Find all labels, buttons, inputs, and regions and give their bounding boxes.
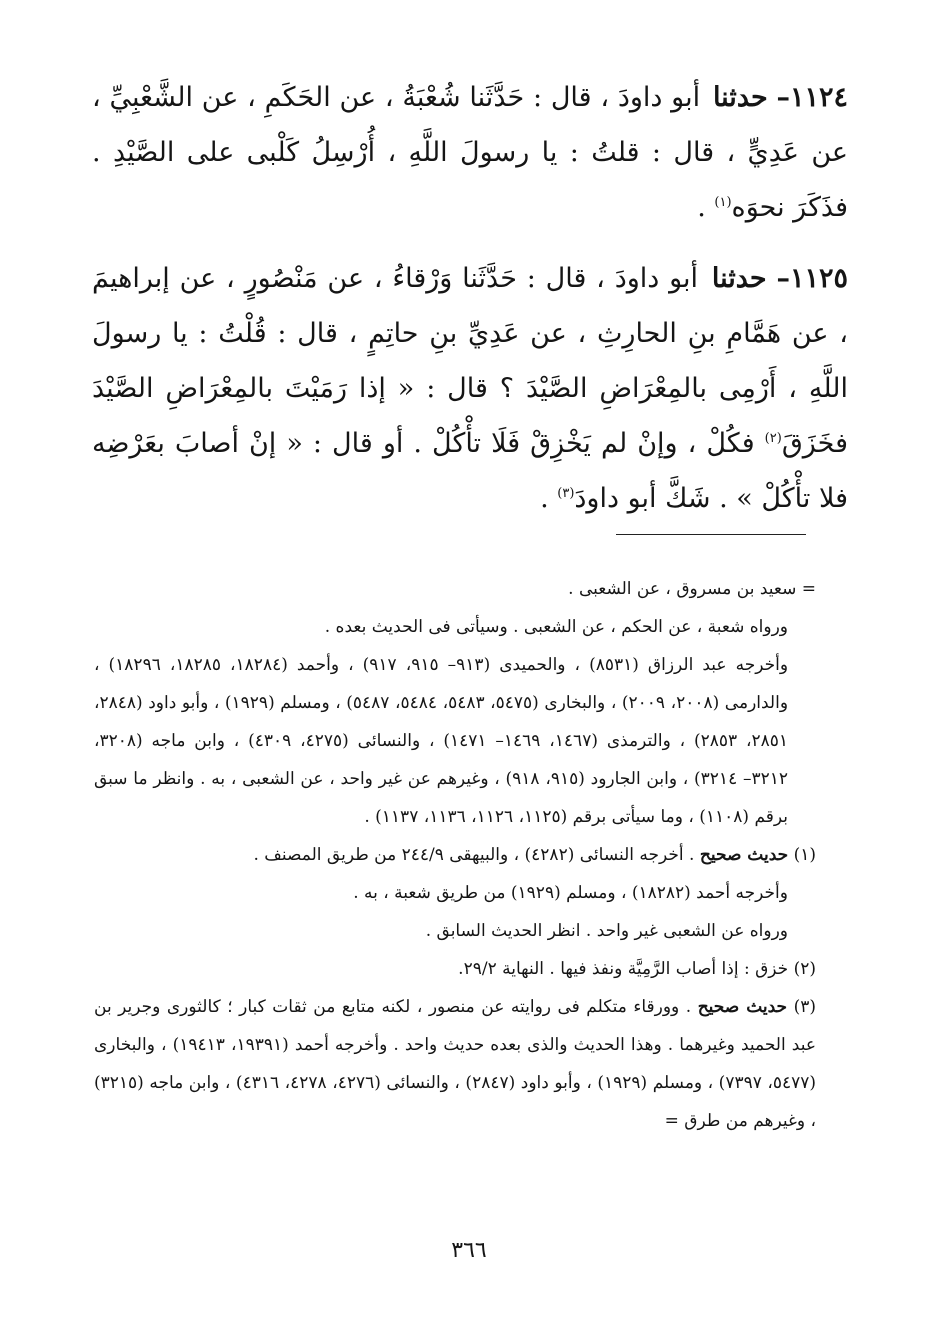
hadith-intro: حدثنا xyxy=(711,263,767,294)
footnote-text: . أخرجه النسائى (٤٢٨٢) ، والبيهقى ٢٤٤/٩ من طريق المصنف . xyxy=(253,845,695,865)
hadith-grade: حديث صحيح xyxy=(699,845,789,865)
footnote-line: ورواه عن الشعبى غير واحد . انظر الحديث السابق . xyxy=(425,921,788,941)
footnote-ref: (٢) xyxy=(764,431,782,446)
hadith-text: أبو داودَ ، قال : حَدَّثَنا شُعْبَةُ ، عن الحَكَمِ ، عن الشَّعْبِيِّ ، عن عَدِيٍّ ، قال : قلتُ : يا رسولَ اللَّهِ ، أُرْسِلُ كَلْبى على الصَّيْدِ . فذَكَرَ نحوَه xyxy=(92,82,848,223)
hadith-intro: حدثنا xyxy=(712,82,768,113)
footnote-continuation: = سعيد بن مسروق ، عن الشعبى . xyxy=(568,579,816,599)
hadith-text-end: . xyxy=(540,483,558,514)
hadith-number: ١١٢٥– xyxy=(776,263,848,294)
hadith-1125 xyxy=(92,251,848,526)
hadith-1124 xyxy=(92,70,848,235)
footnote-ref: (٣) xyxy=(557,486,575,501)
hadith-text-middle: فكُلْ ، وإنْ لم يَخْزِقْ فَلَا تأْكُلْ . أو قال : « إنْ أصابَ بعَرْضِه فلا تأْكُلْ » . شَكَّ أبو داودَ xyxy=(92,428,848,514)
footnote-line: وأخرجه عبد الرزاق (٨٥٣١) ، والحميدى (٩١٣– ٩١٥، ٩١٧) ، وأحمد (١٨٢٨٤، ١٨٢٨٥، ١٨٢٩٦) ، والدارمى (٢٠٠٨، ٢٠٠٩) ، والبخارى (٥٤٧٥، ٥٤٨٣، ٥٤٨٤، ٥٤٨٧) ، ومسلم (١٩٢٩) ، وأبو داود (٢٨٤٨، ٢٨٥١، ٢٨٥٣) ، والترمذى (١٤٦٧، ١٤٦٩– ١٤٧١) ، والنسائى (٤٢٧٥، ٤٣٠٩) ، وابن ماجه (٣٢٠٨، ٣٢١٢– ٣٢١٤) ، وابن الجارود (٩١٥، ٩١٨) ، وغيرهم عن غير واحد ، عن الشعبى ، به . وانظر ما سبق برقم (١١٠٨) ، وما سيأتى برقم (١١٢٥، ١١٢٦، ١١٣٦، ١١٣٧) . xyxy=(94,655,789,827)
footnote-ref: (١) xyxy=(714,195,732,210)
footnote-number: (١) xyxy=(793,845,816,865)
footnote-line: ورواه شعبة ، عن الحكم ، عن الشعبى . وسيأتى فى الحديث بعده . xyxy=(324,617,788,637)
hadith-body xyxy=(92,70,848,542)
page-number: ٣٦٦ xyxy=(451,1238,487,1263)
hadith-number: ١١٢٤– xyxy=(776,82,848,113)
footnote-line: وأخرجه أحمد (١٨٢٨٢) ، ومسلم (١٩٢٩) من طريق شعبة ، به . xyxy=(353,883,788,903)
footnote-2: (٢) خزق : إذا أصاب الرَّمِيَّة ونفذ فيها . النهاية ٢٩/٢. xyxy=(458,959,816,979)
hadith-grade: حديث صحيح xyxy=(697,997,788,1017)
footnote-divider xyxy=(616,534,806,535)
footnote-3 xyxy=(94,988,816,1140)
hadith-text-end: . xyxy=(697,192,715,223)
footnote-number: (٣) xyxy=(793,997,816,1017)
footnotes xyxy=(94,570,816,1140)
footnote-1 xyxy=(94,836,816,874)
hadith-text: أبو داودَ ، قال : حَدَّثَنا وَرْقاءُ ، عن مَنْصُورٍ ، عن إبراهيمَ ، عن هَمَّامِ بنِ الحارِثِ ، عن عَدِيِّ بنِ حاتِمٍ ، قال : قُلْتُ : يا رسولَ اللَّهِ ، أَرْمِى بالمِعْرَاضِ الصَّيْدَ ؟ قال : « إذا رَمَيْتَ بالمِعْرَاضِ الصَّيْدَ فخَزَقَ xyxy=(92,263,848,459)
footnote-text: . وورقاء متكلم فى روايته عن منصور ، لكنه متابع من ثقات كبار ؛ كالثورى وجرير بن عبد الحميد وغيرهما . وهذا الحديث والذى بعده حديث واحد . وأخرجه أحمد (١٩٣٩١، ١٩٤١٣) ، والبخارى (٥٤٧٧، ٧٣٩٧) ، ومسلم (١٩٢٩) ، وأبو داود (٢٨٤٧) ، والنسائى (٤٢٧٦، ٤٢٧٨، ٤٣١٦) ، وابن ماجه (٣٢١٥) ، وغيرهم من طرق = xyxy=(94,997,817,1131)
